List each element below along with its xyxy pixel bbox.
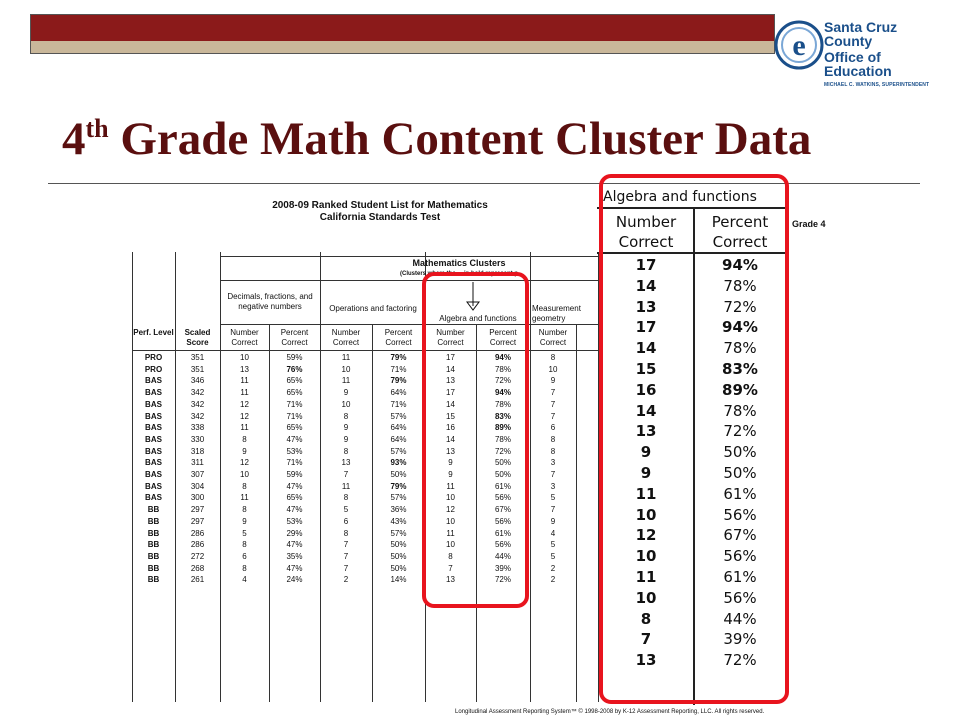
cell-d-n: 11	[240, 493, 249, 503]
cell-d-n: 5	[242, 528, 247, 538]
cell-m-n: 6	[550, 423, 556, 433]
table-row	[130, 411, 600, 423]
logo-e-icon	[772, 14, 826, 76]
cell-d-p: 29%	[286, 528, 303, 538]
cell-m-n: 5	[550, 493, 556, 503]
cell-o-n: 2	[343, 575, 349, 585]
cell-perf: BAS	[145, 423, 162, 433]
cell-perf: BB	[147, 551, 160, 561]
cell-a-p: 72%	[494, 446, 511, 456]
zoom-number-cell: 12	[635, 526, 657, 545]
svg-text:e: e	[792, 29, 806, 62]
zoom-number-cell: 10	[635, 547, 657, 566]
cell-m-n: 2	[550, 575, 556, 585]
cell-score: 351	[190, 353, 205, 362]
cell-o-p: 50%	[390, 540, 407, 550]
cell-perf: PRO	[144, 353, 163, 362]
cell-o-p: 57%	[390, 411, 407, 421]
document-footer: Longitudinal Assessment Reporting System™ © 1998-2008 by K-12 Assessment Reporting, LLC. All rights reserved.	[455, 709, 765, 715]
table-row	[130, 528, 600, 540]
cell-d-n: 11	[240, 388, 249, 398]
cell-a-n: 13	[446, 446, 455, 456]
zoom-percent-cell: 83%	[722, 360, 758, 378]
zoom-panel-highlight	[599, 174, 789, 704]
cell-o-n: 8	[343, 411, 349, 421]
cell-m-n: 7	[550, 388, 556, 398]
cell-d-p: 65%	[286, 376, 303, 386]
cell-o-p: 57%	[390, 493, 407, 503]
cell-score: 338	[190, 423, 205, 433]
cell-perf: BB	[147, 505, 160, 515]
zoom-percent-cell: 44%	[723, 609, 757, 628]
cell-o-n: 13	[341, 458, 351, 468]
cell-d-n: 8	[242, 434, 247, 444]
cell-perf: BAS	[145, 376, 162, 386]
cell-perf: BAS	[145, 481, 162, 491]
cell-a-n: 7	[448, 563, 453, 573]
cell-a-p: 39%	[494, 563, 511, 573]
zoom-percent-cell: 72%	[723, 297, 757, 316]
cell-perf: BAS	[145, 493, 162, 503]
document-title	[220, 200, 540, 224]
cell-o-p: 50%	[390, 470, 407, 479]
cell-score: 268	[190, 563, 205, 573]
cell-a-n: 17	[446, 388, 455, 398]
cell-d-p: 47%	[286, 481, 303, 491]
cell-o-p: 64%	[390, 434, 407, 444]
cell-perf: BAS	[145, 411, 162, 421]
cell-o-n: 8	[343, 493, 349, 503]
zoom-title: Algebra and functions	[603, 189, 757, 205]
cell-d-p: 53%	[286, 516, 303, 526]
table-row	[130, 539, 600, 551]
zoom-number-cell: 17	[635, 318, 657, 337]
cell-a-p: 56%	[494, 516, 511, 526]
cell-a-p: 56%	[494, 540, 511, 550]
cell-score: 304	[190, 481, 205, 491]
table-row	[130, 504, 600, 516]
cell-a-n: 9	[448, 470, 453, 479]
zoom-number-cell: 9	[640, 464, 652, 482]
title-prefix: 4	[62, 113, 86, 165]
cell-a-n: 8	[448, 551, 453, 561]
clusters-note: (Clusters where the ... in bold represent p	[399, 271, 519, 277]
cell-d-p: 59%	[286, 353, 303, 362]
cell-d-p: 71%	[286, 411, 303, 421]
cell-o-n: 11	[341, 481, 351, 491]
document-title-line2: California Standards Test	[319, 212, 441, 223]
cell-o-n: 9	[343, 388, 349, 398]
cell-a-n: 13	[446, 575, 455, 585]
cell-a-n: 14	[446, 364, 455, 374]
zoom-number-cell: 10	[635, 505, 657, 524]
decimals-header: Decimals, fractions, and negative numbers	[227, 292, 313, 311]
header-bar-red	[31, 15, 774, 41]
cell-o-p: 64%	[390, 423, 407, 433]
cell-o-p: 79%	[390, 481, 407, 491]
algebra-column-highlight	[422, 272, 529, 608]
cell-o-p: 71%	[390, 364, 407, 374]
zoom-percent-cell: 89%	[722, 380, 758, 399]
cell-o-p: 14%	[390, 575, 407, 585]
cell-a-p: 89%	[494, 423, 511, 433]
header-bar-tan	[31, 41, 774, 53]
cell-d-p: 53%	[286, 446, 303, 456]
cell-o-p: 93%	[390, 458, 407, 468]
zoom-number-cell: 8	[640, 609, 652, 628]
zoom-number-cell: 9	[640, 443, 652, 462]
header-bar	[30, 14, 775, 54]
cell-m-n: 2	[550, 563, 556, 573]
zoom-number-cell: 10	[635, 588, 657, 607]
logo-line-1: Santa Cruz County	[824, 19, 898, 49]
cell-a-n: 9	[448, 458, 453, 468]
table-row	[130, 457, 600, 469]
cell-a-p: 78%	[494, 399, 511, 409]
cell-a-p: 50%	[494, 458, 511, 468]
clusters-heading: Mathematics Clusters	[412, 258, 506, 268]
zoom-percent-cell: 56%	[723, 588, 757, 607]
logo-line-3: MICHAEL C. WATKINS, SUPERINTENDENT	[824, 82, 930, 88]
table-row	[130, 492, 600, 504]
cell-a-n: 17	[446, 353, 455, 362]
zoom-percent-cell: 94%	[722, 318, 758, 337]
cell-o-n: 7	[343, 551, 349, 561]
cell-a-n: 13	[446, 376, 455, 386]
zoom-percent-cell: 61%	[723, 484, 757, 503]
cell-a-p: 67%	[494, 505, 511, 515]
zoom-percent-cell: 94%	[722, 256, 758, 274]
table-row	[130, 399, 600, 411]
zoom-number-cell: 17	[635, 256, 657, 274]
title-rest: Grade Math Content Cluster Data	[108, 113, 812, 165]
cell-score: 297	[190, 516, 205, 526]
cell-o-n: 8	[343, 446, 349, 456]
cell-perf: BB	[147, 516, 160, 526]
cell-perf: BAS	[145, 470, 162, 479]
algebra-number-header: Number Correct	[436, 328, 465, 347]
cell-d-n: 11	[240, 423, 249, 433]
zoom-percent-cell: 50%	[723, 464, 757, 482]
zoom-number-cell: 13	[635, 297, 657, 316]
table-row	[130, 364, 600, 376]
cell-d-p: 47%	[286, 563, 303, 573]
cell-d-p: 47%	[286, 505, 303, 515]
cell-d-n: 6	[242, 551, 247, 561]
cell-o-p: 64%	[390, 388, 407, 398]
cell-d-p: 59%	[286, 470, 303, 479]
zoom-number-header: Number Correct	[615, 213, 677, 251]
scoe-logo	[772, 14, 947, 88]
cell-o-n: 6	[343, 516, 349, 526]
cell-d-p: 35%	[286, 551, 303, 561]
cell-perf: BB	[147, 575, 160, 585]
cell-perf: BAS	[145, 399, 162, 409]
cell-a-p: 72%	[494, 376, 511, 386]
cell-d-n: 4	[242, 575, 247, 585]
cell-o-p: 36%	[390, 505, 407, 515]
cell-d-p: 24%	[286, 575, 303, 585]
cell-o-n: 7	[343, 540, 349, 550]
zoom-number-cell: 14	[635, 401, 657, 420]
zoom-percent-header: Percent Correct	[711, 213, 769, 251]
decimals-number-header: Number Correct	[230, 328, 259, 347]
measurement-number-header: Number Correct	[538, 328, 568, 347]
cell-score: 342	[190, 388, 205, 398]
cell-perf: BAS	[145, 388, 162, 398]
cell-d-n: 12	[240, 458, 249, 468]
zoom-percent-cell: 67%	[723, 526, 757, 545]
cell-m-n: 3	[550, 481, 556, 491]
cell-o-n: 10	[341, 399, 351, 409]
cell-o-n: 11	[341, 376, 351, 386]
cell-score: 342	[190, 399, 205, 409]
cell-o-p: 71%	[390, 399, 407, 409]
cell-a-p: 44%	[494, 551, 511, 561]
algebra-header: Algebra and functions	[439, 314, 517, 323]
zoom-number-cell: 14	[635, 276, 657, 295]
cell-m-n: 9	[550, 516, 556, 526]
cell-d-p: 71%	[286, 399, 303, 409]
cell-o-p: 50%	[390, 563, 407, 573]
cell-d-n: 8	[242, 540, 247, 550]
cell-d-n: 9	[242, 516, 247, 526]
zoom-percent-cell: 56%	[723, 505, 757, 524]
operations-header: Operations and factoring	[329, 304, 417, 313]
cell-m-n: 4	[550, 528, 556, 538]
cell-o-p: 50%	[390, 551, 407, 561]
zoom-percent-cell: 78%	[723, 339, 757, 358]
cell-score: 311	[191, 458, 204, 468]
cell-score: 351	[190, 364, 205, 374]
page-title	[62, 112, 811, 166]
table-row	[130, 446, 600, 458]
cell-score: 286	[190, 528, 205, 538]
cell-d-n: 11	[240, 376, 249, 386]
cell-a-p: 61%	[494, 528, 511, 538]
cell-score: 307	[190, 470, 205, 479]
operations-percent-header: Percent Correct	[384, 328, 413, 347]
table-row	[130, 375, 600, 387]
cell-score: 318	[190, 446, 205, 456]
cell-score: 346	[190, 376, 205, 386]
cell-o-p: 79%	[390, 376, 407, 386]
table-row	[130, 469, 600, 481]
zoom-number-cell: 14	[635, 339, 657, 358]
cell-d-p: 65%	[286, 388, 303, 398]
cell-d-p: 47%	[286, 434, 303, 444]
cell-a-n: 12	[446, 505, 455, 515]
zoom-number-cell: 15	[635, 360, 657, 378]
zoom-number-cell: 11	[635, 568, 657, 586]
measurement-header: Measurement geometry	[532, 304, 581, 323]
cell-m-n: 10	[548, 364, 558, 374]
cell-m-n: 3	[550, 458, 556, 468]
cell-a-n: 15	[446, 411, 455, 421]
cell-m-n: 7	[550, 411, 556, 421]
cell-a-n: 10	[446, 516, 455, 526]
cell-o-n: 7	[343, 470, 349, 479]
cell-d-n: 9	[242, 446, 247, 456]
cell-a-n: 11	[446, 481, 455, 491]
cell-score: 261	[190, 575, 205, 585]
document-title-line1: 2008-09 Ranked Student List for Mathematics	[272, 200, 488, 211]
zoom-number-cell: 13	[635, 422, 657, 441]
cell-a-p: 72%	[494, 575, 511, 585]
cell-score: 297	[190, 505, 205, 515]
cell-a-n: 10	[446, 540, 455, 550]
cell-m-n: 5	[550, 540, 556, 550]
cell-perf: BAS	[145, 446, 162, 456]
cell-d-p: 65%	[286, 493, 303, 503]
cell-a-n: 11	[446, 528, 455, 538]
cell-a-p: 78%	[494, 434, 511, 444]
cell-o-n: 10	[341, 364, 351, 374]
cell-score: 342	[190, 411, 205, 421]
cell-d-n: 8	[242, 481, 247, 491]
table-row	[130, 516, 600, 528]
zoom-percent-cell: 72%	[723, 422, 757, 441]
cell-a-n: 16	[446, 423, 455, 433]
cell-d-n: 13	[240, 364, 249, 374]
cell-o-p: 79%	[390, 353, 407, 362]
cell-d-n: 10	[240, 470, 249, 479]
table-row	[130, 422, 600, 434]
cell-perf: BB	[147, 563, 160, 573]
cell-m-n: 7	[550, 505, 556, 515]
table-row	[130, 387, 600, 399]
cell-a-p: 56%	[494, 493, 511, 503]
cell-a-p: 78%	[494, 364, 511, 374]
scaled-score-header: Scaled Score	[184, 328, 211, 347]
title-superscript: th	[85, 114, 109, 143]
zoom-percent-cell: 72%	[723, 651, 757, 670]
operations-number-header: Number Correct	[331, 328, 361, 347]
cell-score: 330	[190, 434, 205, 444]
cell-perf: BB	[147, 528, 160, 538]
cell-m-n: 8	[550, 353, 556, 362]
cell-score: 272	[190, 551, 205, 561]
cell-o-p: 57%	[390, 528, 407, 538]
cell-d-n: 8	[242, 505, 247, 515]
zoom-number-cell: 11	[635, 484, 657, 503]
cell-a-p: 94%	[494, 388, 511, 398]
title-divider	[48, 183, 920, 184]
cell-m-n: 8	[550, 434, 556, 444]
cell-o-n: 5	[343, 505, 349, 515]
cell-a-p: 50%	[494, 470, 511, 479]
zoom-percent-cell: 78%	[723, 401, 757, 420]
table-row	[130, 352, 600, 364]
cell-a-n: 14	[446, 399, 455, 409]
logo-line-2: Office of Education	[824, 49, 892, 79]
zoom-number-cell: 16	[635, 380, 657, 399]
cell-o-n: 8	[343, 528, 349, 538]
zoom-percent-cell: 61%	[723, 568, 757, 586]
cell-o-n: 9	[343, 434, 349, 444]
zoom-number-cell: 13	[635, 651, 657, 670]
cell-a-p: 94%	[494, 353, 511, 362]
table-row	[130, 434, 600, 446]
cell-perf: BAS	[145, 458, 162, 468]
zoom-percent-cell: 56%	[723, 547, 757, 566]
grade-label: Grade 4	[792, 219, 826, 229]
cell-m-n: 7	[550, 470, 556, 479]
algebra-percent-header: Percent Correct	[489, 328, 517, 347]
cell-a-n: 14	[446, 434, 455, 444]
table-row	[130, 551, 600, 563]
cell-d-p: 47%	[286, 540, 303, 550]
student-score-table	[130, 252, 600, 702]
table-row	[130, 481, 600, 493]
cell-o-n: 9	[343, 423, 349, 433]
cell-m-n: 9	[550, 376, 556, 386]
cell-o-n: 7	[343, 563, 349, 573]
cell-a-p: 83%	[494, 411, 511, 421]
cell-o-p: 43%	[390, 516, 407, 526]
cell-m-n: 5	[550, 551, 556, 561]
cell-d-p: 76%	[286, 364, 303, 374]
perf-level-header: Perf. Level	[133, 328, 174, 337]
cell-d-n: 12	[240, 411, 249, 421]
cell-d-n: 10	[240, 353, 249, 362]
cell-score: 300	[190, 493, 205, 503]
cell-o-n: 11	[341, 353, 351, 362]
cell-m-n: 7	[550, 399, 556, 409]
cell-score: 286	[190, 540, 205, 550]
decimals-percent-header: Percent Correct	[280, 328, 309, 347]
cell-perf: BAS	[145, 434, 162, 444]
cell-d-n: 12	[240, 399, 249, 409]
cell-d-n: 8	[242, 563, 247, 573]
cell-perf: PRO	[144, 364, 163, 374]
table-row	[130, 574, 600, 586]
zoom-percent-cell: 39%	[723, 630, 757, 649]
cell-d-p: 71%	[286, 458, 303, 468]
cell-a-n: 10	[446, 493, 455, 503]
cell-d-p: 65%	[286, 423, 303, 433]
cell-o-p: 57%	[390, 446, 407, 456]
table-row	[130, 563, 600, 575]
cell-perf: BB	[147, 540, 160, 550]
cell-m-n: 8	[550, 446, 556, 456]
zoom-percent-cell: 50%	[723, 443, 757, 462]
cell-a-p: 61%	[494, 481, 511, 491]
zoom-number-cell: 7	[640, 630, 652, 649]
zoom-percent-cell: 78%	[723, 276, 757, 295]
